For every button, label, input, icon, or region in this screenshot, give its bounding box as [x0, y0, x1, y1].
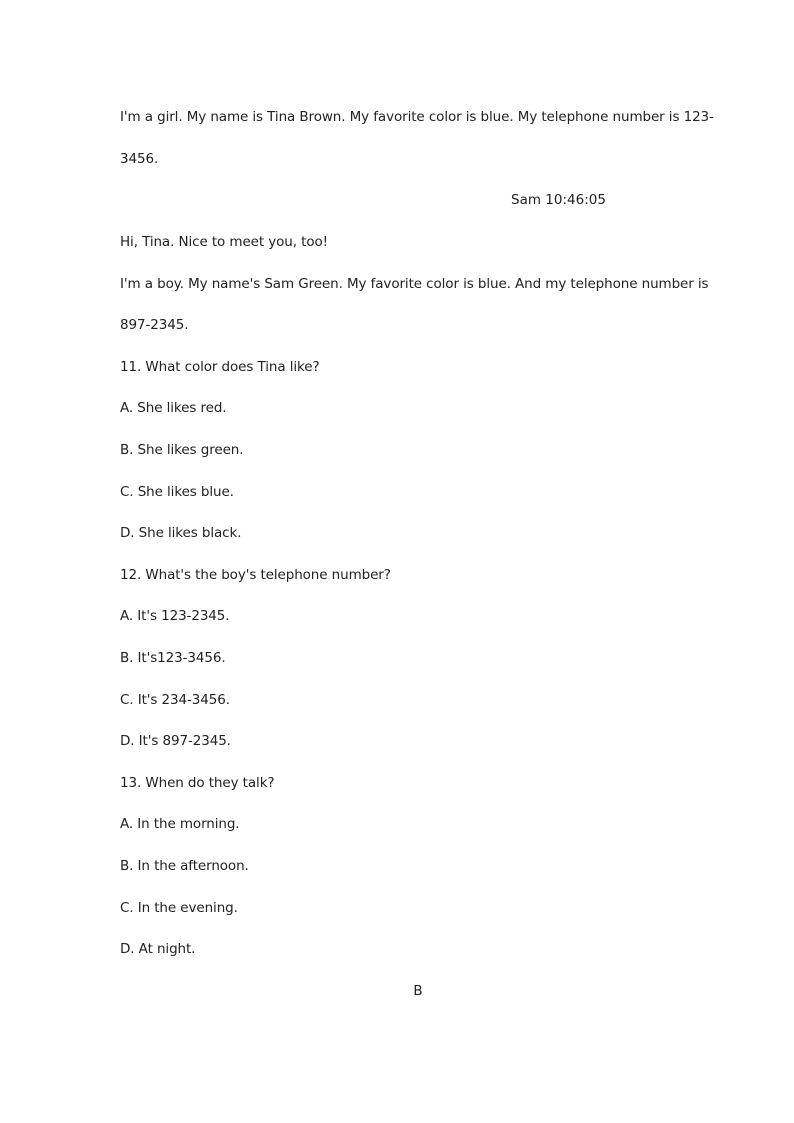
passage-tina-line-2: 3456. — [120, 151, 159, 167]
question-12-option-b: B. It's123-3456. — [120, 650, 226, 666]
question-11-option-d: D. She likes black. — [120, 525, 242, 541]
question-13-option-c: C. In the evening. — [120, 900, 238, 916]
question-13-stem: 13. When do they talk? — [120, 775, 275, 791]
question-11-option-c: C. She likes blue. — [120, 484, 234, 500]
passage-sam-line-1: I'm a boy. My name's Sam Green. My favorite color is blue. And my telephone number is — [120, 276, 709, 292]
question-12-option-c: C. It's 234-3456. — [120, 692, 230, 708]
passage-tina-line-1: I'm a girl. My name is Tina Brown. My favorite color is blue. My telephone number is 123- — [120, 109, 714, 125]
question-12-option-d: D. It's 897-2345. — [120, 733, 231, 749]
question-13-option-d: D. At night. — [120, 941, 196, 957]
question-13-option-b: B. In the afternoon. — [120, 858, 249, 874]
passage-sam-line-2: 897-2345. — [120, 317, 189, 333]
question-11-option-b: B. She likes green. — [120, 442, 244, 458]
passage-sam-greeting: Hi, Tina. Nice to meet you, too! — [120, 234, 328, 250]
question-12-option-a: A. It's 123-2345. — [120, 608, 230, 624]
section-mark-b: B — [413, 983, 423, 999]
question-11-option-a: A. She likes red. — [120, 400, 227, 416]
question-11-stem: 11. What color does Tina like? — [120, 359, 320, 375]
sam-signature: Sam 10:46:05 — [511, 192, 606, 208]
question-13-option-a: A. In the morning. — [120, 816, 240, 832]
question-12-stem: 12. What's the boy's telephone number? — [120, 567, 391, 583]
